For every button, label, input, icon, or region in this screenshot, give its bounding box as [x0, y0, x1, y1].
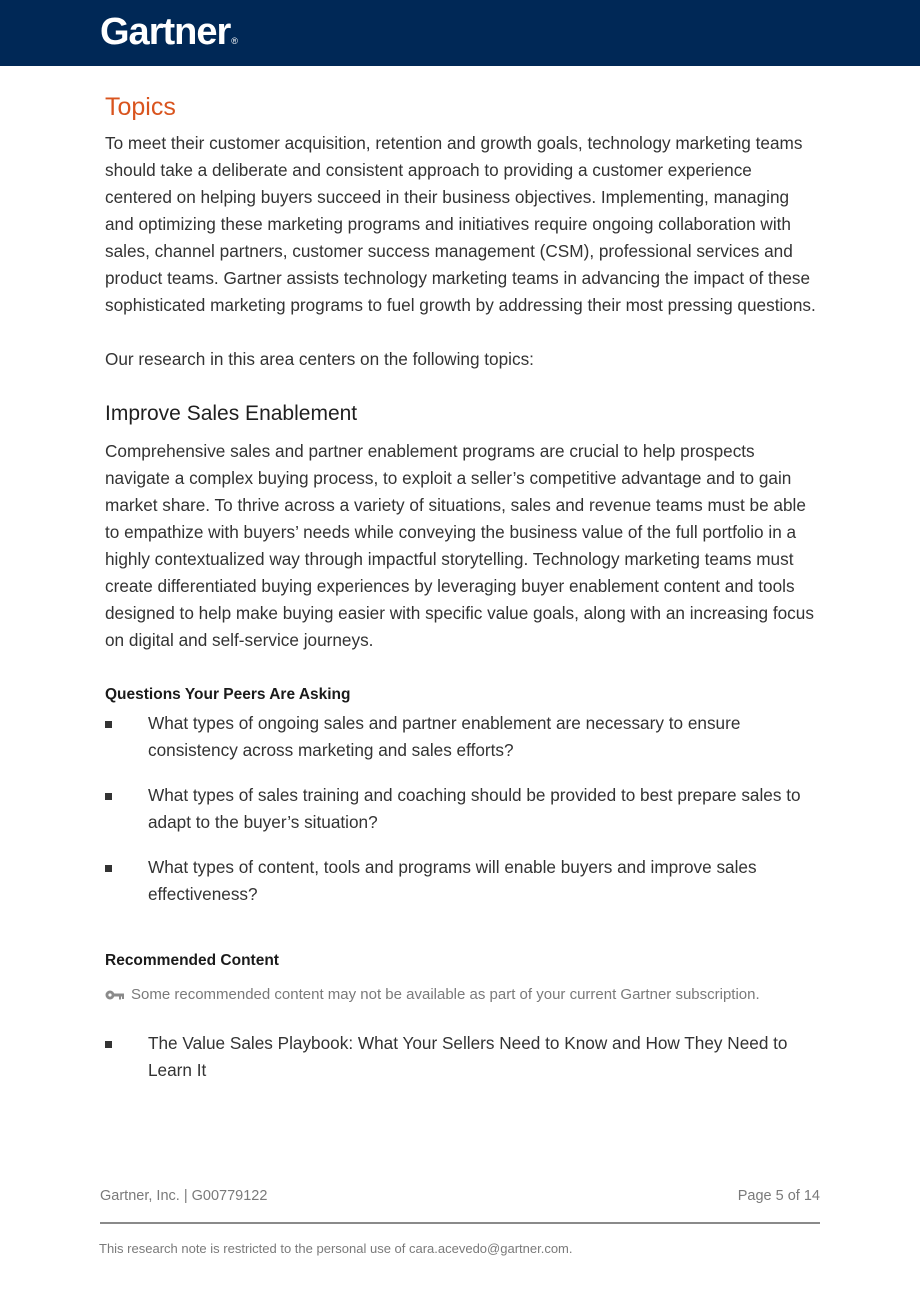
topics-intro: To meet their customer acquisition, retention and growth goals, technology marketing teams should take a deliberate and consistent approach to providing a customer experience centered on helping buyers succeed in their business objectives. Implementing, managing and optimizing these marketing programs and initiatives require ongoing collaboration with sales, channel partners, customer success management (CSM), professional services and product teams. Gartner assists technology marketing teams in advancing the impact of these sophisticated marketing programs to fuel growth by addressing their most pressing questions. [105, 133, 816, 315]
square-bullet-icon [105, 865, 112, 872]
footer-restriction-note: This research note is restricted to the personal use of cara.acevedo@gartner.com. [99, 1241, 573, 1256]
question-text: What types of sales training and coaching should be provided to best prepare sales to adapt to the buyer’s situation? [148, 785, 801, 832]
footer-divider [100, 1222, 820, 1224]
page-header [0, 0, 920, 66]
list-item[interactable] [105, 1030, 820, 1084]
note-text: Some recommended content may not be available as part of your current Gartner subscription. [131, 986, 760, 1003]
recommended-heading: Recommended Content [105, 952, 279, 969]
document-content [105, 90, 820, 1084]
registered-mark: ® [231, 36, 238, 46]
section-body: Comprehensive sales and partner enablement programs are crucial to help prospects navigate a complex buying process, to exploit a seller’s competitive advantage and to gain market share. To thrive across a variety of situations, sales and revenue teams must be able to empathize with buyers’ needs while conveying the business value of the full portfolio in a highly contextualized way through impactful storytelling. Technology marketing teams must create differentiated buying experiences by leveraging buyer enablement content and tools designed to help make buying easier with specific value goals, along with an increasing focus on digital and self-service journeys. [105, 441, 814, 650]
section-title: Improve Sales Enablement [105, 402, 358, 425]
topics-lead: Our research in this area centers on the following topics: [105, 349, 534, 369]
questions-list [105, 710, 820, 908]
list-item [105, 854, 820, 908]
subscription-note [105, 984, 820, 1006]
list-item [105, 710, 820, 764]
recommended-link[interactable]: The Value Sales Playbook: What Your Sellers Need to Know and How They Need to Learn It [148, 1033, 788, 1080]
recommended-list [105, 1030, 820, 1084]
question-text: What types of content, tools and programs will enable buyers and improve sales effectiveness? [148, 857, 757, 904]
questions-heading: Questions Your Peers Are Asking [105, 686, 351, 703]
key-icon [105, 989, 125, 1001]
page-title: Topics [105, 93, 176, 121]
gartner-logo [100, 10, 238, 63]
question-text: What types of ongoing sales and partner enablement are necessary to ensure consistency across marketing and sales efforts? [148, 713, 741, 760]
square-bullet-icon [105, 721, 112, 728]
footer-page-number: Page 5 of 14 [737, 1188, 820, 1204]
footer-doc-id: Gartner, Inc. | G00779122 [100, 1188, 268, 1204]
logo-text: Gartner [100, 11, 231, 53]
square-bullet-icon [105, 793, 112, 800]
list-item [105, 782, 820, 836]
square-bullet-icon [105, 1041, 112, 1048]
